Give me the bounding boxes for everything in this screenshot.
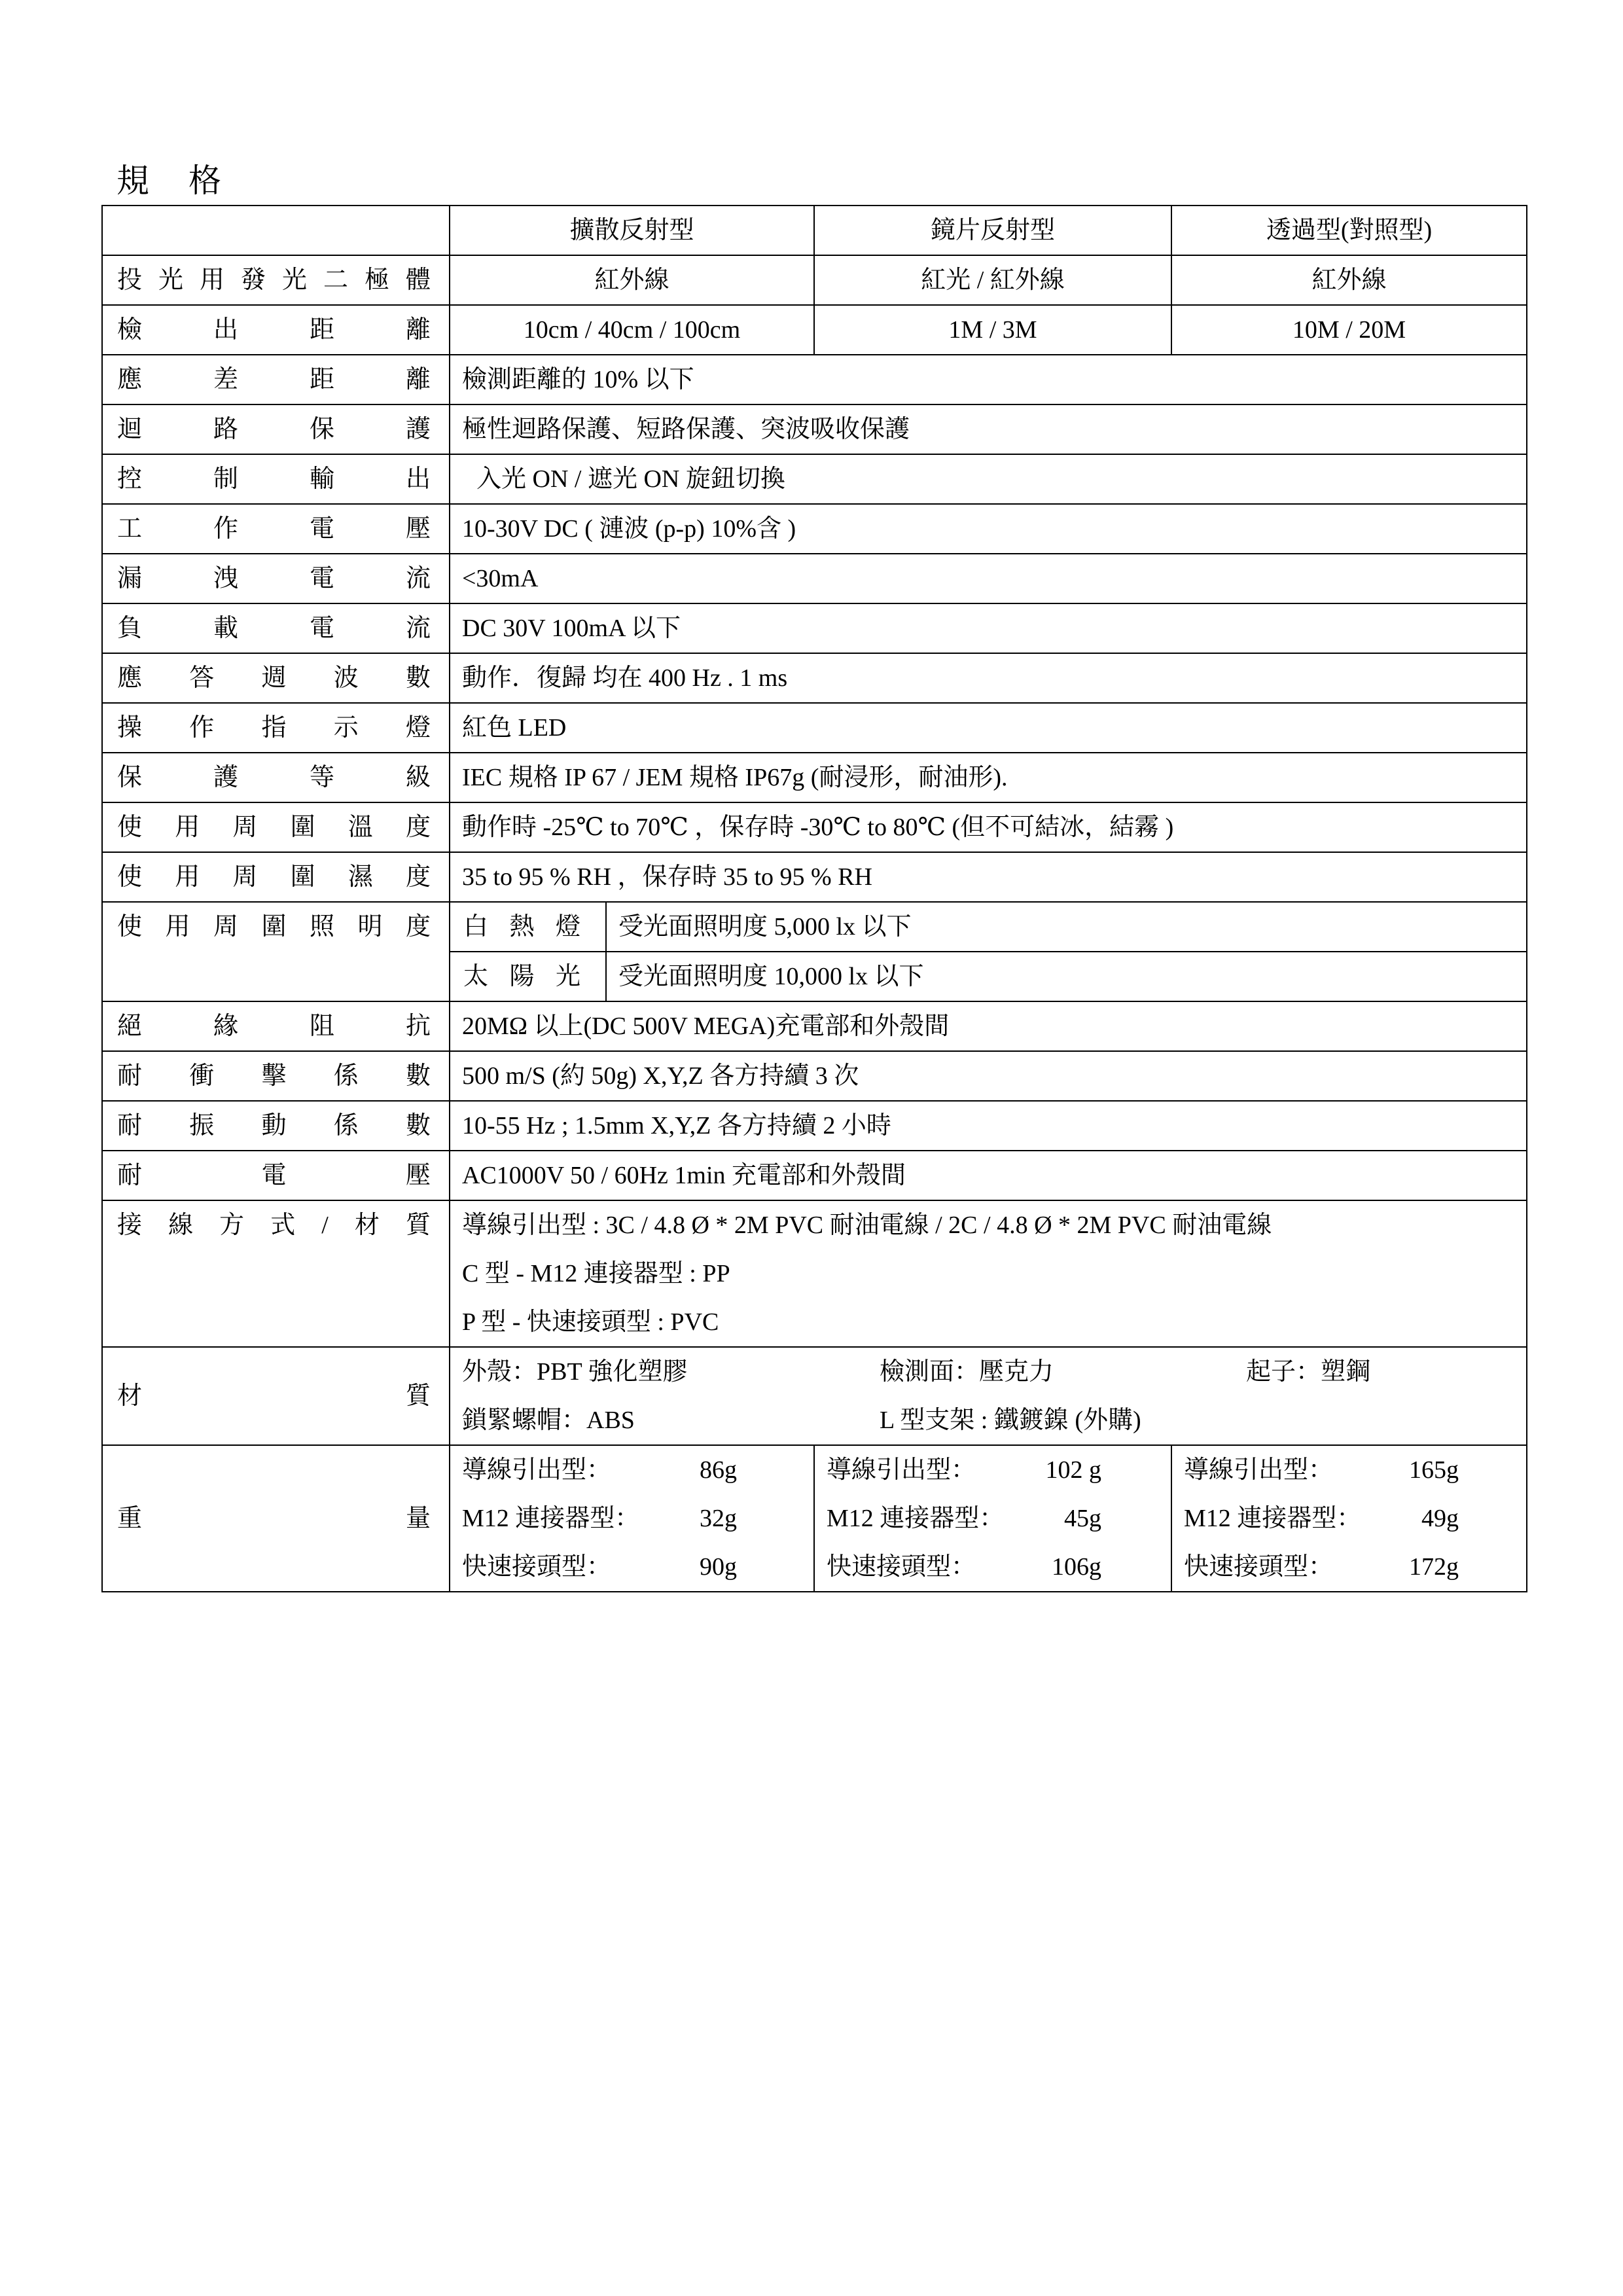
table-row (102, 603, 1527, 653)
cell-value: AC1000V 50 / 60Hz 1min 充電部和外殼間 (450, 1151, 1527, 1200)
page-title: 規格 (116, 162, 260, 199)
weight-line (827, 1494, 1159, 1543)
row-label: 漏洩電流 (102, 554, 450, 603)
weight-value: 106g (1052, 1553, 1101, 1581)
table-row (102, 305, 1527, 355)
row-label: 檢出距離 (102, 305, 450, 355)
column-header: 透過型(對照型) (1171, 206, 1527, 255)
cell-value: 動作時 -25℃ to 70℃ ，保存時 -30℃ to 80℃ (但不可結冰，結霧 ) (450, 802, 1527, 852)
weight-value: 32g (700, 1505, 737, 1532)
cell-value: 受光面照明度 10,000 lx 以下 (606, 952, 1526, 1001)
table-row (450, 903, 1526, 952)
table-row (102, 1151, 1527, 1200)
row-label: 材質 (102, 1347, 450, 1445)
table-row (102, 504, 1527, 554)
cell-value: 10M / 20M (1171, 305, 1527, 355)
row-label: 保護等級 (102, 753, 450, 802)
cell-value: <30mA (450, 554, 1527, 603)
cell-value: DC 30V 100mA 以下 (450, 603, 1527, 653)
table-row (102, 355, 1527, 404)
row-label: 操作指示燈 (102, 703, 450, 753)
weight-cell (450, 1445, 814, 1592)
row-label: 使用周圍照明度 (102, 902, 450, 1001)
table-row (450, 952, 1526, 1001)
row-label: 使用周圍濕度 (102, 852, 450, 902)
weight-type: 導線引出型： (1184, 1456, 1334, 1484)
material-line (462, 1348, 1514, 1396)
weight-value: 86g (700, 1456, 737, 1484)
row-label: 耐衝擊係數 (102, 1051, 450, 1101)
weight-line (827, 1446, 1159, 1494)
table-row (102, 554, 1527, 603)
row-label: 重量 (102, 1445, 450, 1592)
wiring-line: C 型 - M12 連接器型 : PP (462, 1260, 730, 1287)
table-row (102, 703, 1527, 753)
table-row (102, 802, 1527, 852)
weight-cell (814, 1445, 1171, 1592)
weight-line (1184, 1446, 1514, 1494)
table-row (102, 653, 1527, 703)
cell-value: 20MΩ 以上(DC 500V MEGA)充電部和外殼間 (450, 1001, 1527, 1051)
row-label: 耐振動係數 (102, 1101, 450, 1151)
weight-line (1184, 1494, 1514, 1543)
illumination-subtable (450, 903, 1526, 1001)
illumination-cell (450, 902, 1527, 1001)
weight-value: 165g (1409, 1456, 1459, 1484)
table-row (102, 1347, 1527, 1445)
weight-line (827, 1543, 1159, 1591)
material-item: 起子：塑鋼 (1246, 1358, 1371, 1386)
weight-type: M12 連接器型： (462, 1505, 640, 1532)
row-label: 迴路保護 (102, 404, 450, 454)
cell-value: 紅外線 (1171, 255, 1527, 305)
row-label: 控制輸出 (102, 454, 450, 504)
cell-value: 紅光 / 紅外線 (814, 255, 1171, 305)
wiring-line: 導線引出型 : 3C / 4.8 Ø * 2M PVC 耐油電線 / 2C / 4.8 Ø * 2M PVC 耐油電線 (462, 1211, 1272, 1239)
column-header: 擴散反射型 (450, 206, 814, 255)
table-row (102, 1101, 1527, 1151)
weight-type: 導線引出型： (827, 1456, 976, 1484)
weight-type: 快速接頭型： (827, 1553, 976, 1581)
weight-type: 快速接頭型： (1184, 1553, 1334, 1581)
weight-value: 102 g (1045, 1456, 1101, 1484)
header-row (102, 206, 1527, 255)
row-label: 工作電壓 (102, 504, 450, 554)
cell-value: 檢測距離的 10% 以下 (450, 355, 1527, 404)
cell-value: 動作．復歸 均在 400 Hz . 1 ms (450, 653, 1527, 703)
table-row (102, 1445, 1527, 1592)
cell-value: 500 m/S (約 50g) X,Y,Z 各方持續 3 次 (450, 1051, 1527, 1101)
table-row (102, 404, 1527, 454)
row-label: 使用周圍溫度 (102, 802, 450, 852)
weight-value: 172g (1409, 1553, 1459, 1581)
row-label: 絕緣阻抗 (102, 1001, 450, 1051)
table-row (102, 902, 1527, 1001)
light-source-label: 白熱燈 (450, 903, 606, 952)
table-row (102, 255, 1527, 305)
cell-value: 極性迴路保護、短路保護、突波吸收保護 (450, 404, 1527, 454)
weight-value: 49g (1421, 1505, 1459, 1532)
weight-line (1184, 1543, 1514, 1591)
weight-cell (1171, 1445, 1527, 1592)
table-row (102, 1051, 1527, 1101)
cell-value: 1M / 3M (814, 305, 1171, 355)
table-row (102, 1001, 1527, 1051)
weight-line (462, 1446, 802, 1494)
cell-value: 紅外線 (450, 255, 814, 305)
row-label: 負載電流 (102, 603, 450, 653)
table-row (102, 852, 1527, 902)
cell-value: 紅色 LED (450, 703, 1527, 753)
light-source-label: 太陽光 (450, 952, 606, 1001)
material-item: 鎖緊螺帽：ABS (462, 1407, 635, 1434)
cell-value: IEC 規格 IP 67 / JEM 規格 IP67g (耐浸形，耐油形). (450, 753, 1527, 802)
row-label: 耐電壓 (102, 1151, 450, 1200)
table-row (102, 454, 1527, 504)
wiring-line: P 型 - 快速接頭型 : PVC (462, 1308, 719, 1336)
material-cell (450, 1347, 1527, 1445)
cell-value: 10cm / 40cm / 100cm (450, 305, 814, 355)
row-label: 應答週波數 (102, 653, 450, 703)
material-item: 檢測面：壓克力 (880, 1358, 1054, 1386)
row-label: 應差距離 (102, 355, 450, 404)
table-row (102, 753, 1527, 802)
cell-value: 受光面照明度 5,000 lx 以下 (618, 913, 912, 941)
cell-value: 35 to 95 % RH ，保存時 35 to 95 % RH (450, 852, 1527, 902)
weight-line (462, 1494, 802, 1543)
cell-value: 10-55 Hz ; 1.5mm X,Y,Z 各方持續 2 小時 (450, 1101, 1527, 1151)
weight-value: 45g (1064, 1505, 1101, 1532)
row-label: 投光用發光二極體 (102, 255, 450, 305)
weight-type: M12 連接器型： (827, 1505, 1005, 1532)
cell-value: 10-30V DC ( 漣波 (p-p) 10%含 ) (450, 504, 1527, 554)
material-item: L 型支架 : 鐵鍍鎳 (外購) (880, 1407, 1141, 1434)
row-label: 接線方式/材質 (102, 1200, 450, 1347)
material-line (462, 1396, 1514, 1444)
cell-value: 入光 ON / 遮光 ON 旋鈕切換 (450, 454, 1527, 504)
column-header: 鏡片反射型 (814, 206, 1171, 255)
weight-value: 90g (700, 1553, 737, 1581)
weight-type: 快速接頭型： (462, 1553, 612, 1581)
table-row (102, 1200, 1527, 1347)
weight-type: 導線引出型： (462, 1456, 612, 1484)
spec-table (101, 205, 1527, 1592)
material-item: 外殼：PBT 強化塑膠 (462, 1358, 688, 1386)
header-corner (102, 206, 450, 255)
wiring-cell (450, 1200, 1527, 1347)
weight-line (462, 1543, 802, 1591)
weight-type: M12 連接器型： (1184, 1505, 1362, 1532)
